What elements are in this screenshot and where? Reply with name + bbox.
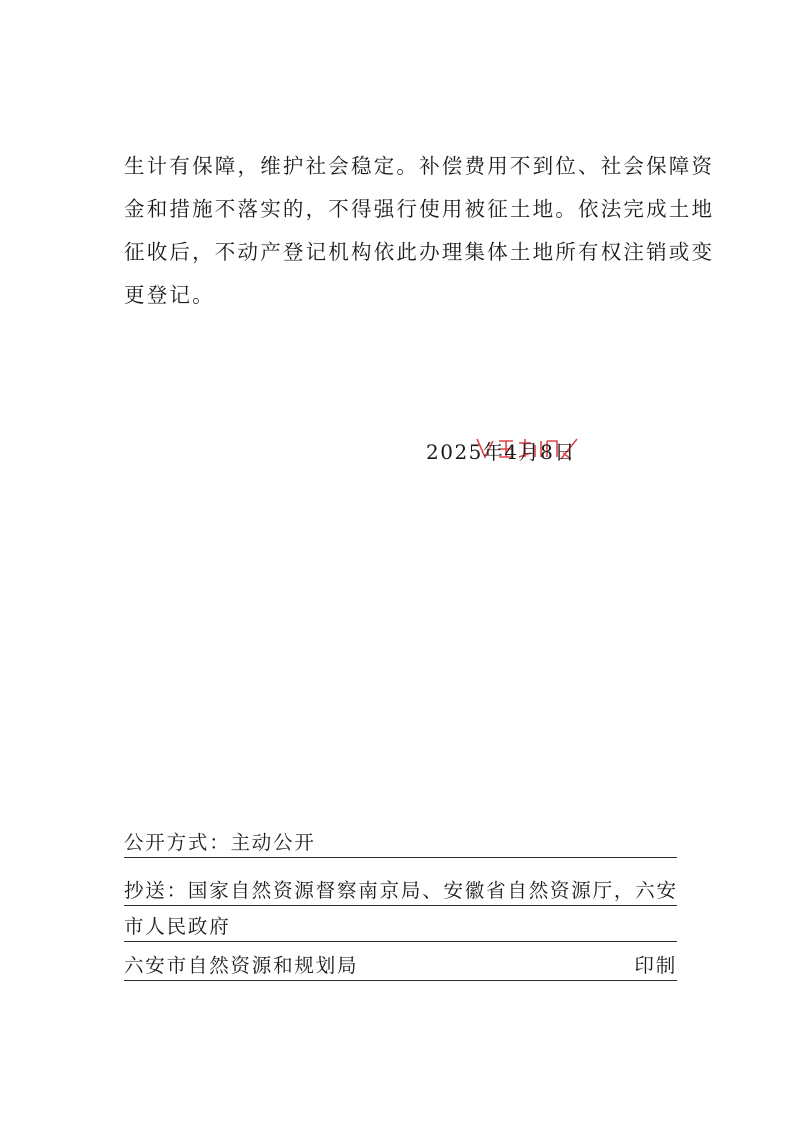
body-line: 更登记。 <box>124 283 215 307</box>
print-label: 印制 <box>634 954 677 977</box>
printing-row <box>124 954 677 981</box>
body-line: 征收后，不动产登记机构依此办理集体土地所有权注销或变 <box>124 240 715 264</box>
issue-date: 2025年4月8日 <box>426 440 576 464</box>
copy-to-row <box>124 877 677 906</box>
body-line: 生计有保障，维护社会稳定。补偿费用不到位、社会保障资 <box>124 154 715 178</box>
disclosure-row <box>124 830 677 858</box>
copy-to-text: 抄送：国家自然资源督察南京局、安徽省自然资源厅，六安 <box>124 879 678 902</box>
disclosure-method: 公开方式：主动公开 <box>124 831 316 854</box>
copy-to-text-continued: 市人民政府 <box>124 915 231 938</box>
issuing-office: 六安市自然资源和规划局 <box>124 954 359 977</box>
signature-date-block <box>426 436 576 466</box>
copy-to-row-continued <box>124 914 677 942</box>
body-line: 金和措施不落实的，不得强行使用被征土地。依法完成土地 <box>124 197 715 221</box>
body-paragraph <box>124 145 715 317</box>
